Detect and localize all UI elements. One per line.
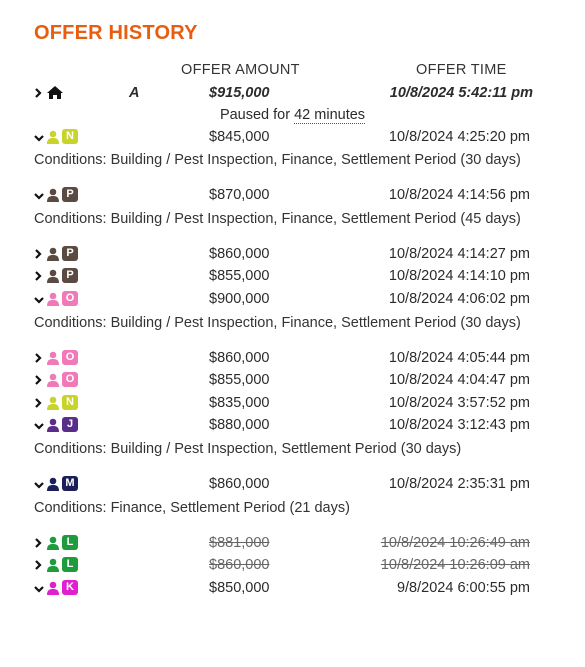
offer-amount: $870,000	[209, 187, 270, 203]
chevron-right-icon[interactable]	[34, 374, 44, 386]
offer-row[interactable]	[0, 535, 585, 555]
offer-conditions: Conditions: Finance, Settlement Period (21 days)	[34, 500, 350, 516]
paused-prefix: Paused for	[219, 107, 291, 123]
offer-time: 10/8/2024 10:26:49 am	[380, 535, 530, 551]
offer-conditions: Conditions: Building / Pest Inspection, Settlement Period (30 days)	[34, 441, 462, 457]
chevron-right-icon[interactable]	[34, 537, 44, 549]
offer-amount: $835,000	[209, 395, 270, 411]
offer-row[interactable]	[0, 557, 585, 577]
offer-amount: $860,000	[209, 246, 270, 262]
bidder-badge: O	[62, 291, 78, 306]
offer-row[interactable]	[0, 129, 585, 149]
offer-time-header: OFFER TIME	[416, 62, 507, 78]
offer-time: 10/8/2024 4:14:10 pm	[388, 268, 530, 284]
person-icon	[46, 269, 60, 283]
offer-row[interactable]	[0, 350, 585, 370]
offer-conditions: Conditions: Building / Pest Inspection, Finance, Settlement Period (30 days)	[34, 152, 521, 168]
person-icon	[46, 396, 60, 410]
person-icon	[46, 130, 60, 144]
offer-amount: $860,000	[209, 476, 270, 492]
offer-conditions: Conditions: Building / Pest Inspection, Finance, Settlement Period (30 days)	[34, 315, 521, 331]
person-icon	[46, 477, 60, 491]
bidder-badge: M	[62, 476, 78, 491]
offer-row[interactable]	[0, 246, 585, 266]
person-icon	[46, 292, 60, 306]
offer-amount: $850,000	[209, 580, 270, 596]
person-icon	[46, 581, 60, 595]
page-title: OFFER HISTORY	[34, 22, 198, 44]
offer-time: 10/8/2024 2:35:31 pm	[388, 476, 530, 492]
bidder-badge: P	[62, 268, 78, 283]
chevron-down-icon[interactable]	[34, 480, 44, 492]
bidder-badge: O	[62, 372, 78, 387]
bidder-badge: L	[62, 535, 78, 550]
chevron-down-icon[interactable]	[34, 191, 44, 203]
bidder-badge: L	[62, 557, 78, 572]
offer-row[interactable]	[0, 476, 585, 496]
person-icon	[46, 351, 60, 365]
offer-time: 10/8/2024 4:14:56 pm	[388, 187, 530, 203]
chevron-down-icon[interactable]	[34, 295, 44, 307]
offer-amount: $880,000	[209, 417, 270, 433]
offer-row[interactable]	[0, 372, 585, 392]
chevron-right-icon[interactable]	[34, 270, 44, 282]
bidder-badge: N	[62, 129, 78, 144]
person-icon	[46, 247, 60, 261]
offer-time: 10/8/2024 4:14:27 pm	[388, 246, 530, 262]
offer-amount: $855,000	[209, 268, 270, 284]
paused-duration: 42 minutes	[294, 107, 366, 123]
bidder-badge: J	[62, 417, 78, 432]
offer-amount: $860,000	[209, 557, 270, 573]
offer-time: 9/8/2024 6:00:55 pm	[396, 580, 530, 596]
chevron-right-icon[interactable]	[34, 87, 42, 103]
offer-conditions: Conditions: Building / Pest Inspection, Finance, Settlement Period (45 days)	[34, 211, 521, 227]
person-icon	[46, 373, 60, 387]
chevron-down-icon[interactable]	[34, 421, 44, 433]
person-icon	[46, 418, 60, 432]
offer-time: 10/8/2024 4:05:44 pm	[388, 350, 530, 366]
paused-notice	[0, 107, 585, 123]
offer-time: 10/8/2024 3:12:43 pm	[388, 417, 530, 433]
offer-time: 10/8/2024 4:04:47 pm	[388, 372, 530, 388]
chevron-right-icon[interactable]	[34, 397, 44, 409]
offer-row[interactable]	[0, 291, 585, 311]
offer-amount: $881,000	[209, 535, 270, 551]
offer-time: 10/8/2024 3:57:52 pm	[388, 395, 530, 411]
offer-row[interactable]	[0, 187, 585, 207]
winning-offer-row[interactable]	[0, 85, 585, 105]
chevron-down-icon[interactable]	[34, 133, 44, 145]
offer-amount: $900,000	[209, 291, 270, 307]
winner-letter: A	[129, 85, 140, 101]
winner-time: 10/8/2024 5:42:11 pm	[389, 85, 533, 101]
offer-time: 10/8/2024 4:06:02 pm	[388, 291, 530, 307]
offer-row[interactable]	[0, 580, 585, 600]
offer-amount: $845,000	[209, 129, 270, 145]
chevron-right-icon[interactable]	[34, 248, 44, 260]
person-icon	[46, 188, 60, 202]
chevron-right-icon[interactable]	[34, 559, 44, 571]
bidder-badge: P	[62, 187, 78, 202]
offer-amount: $860,000	[209, 350, 270, 366]
offer-row[interactable]	[0, 268, 585, 288]
offer-time: 10/8/2024 10:26:09 am	[380, 557, 530, 573]
offer-row[interactable]	[0, 417, 585, 437]
bidder-badge: P	[62, 246, 78, 261]
chevron-down-icon[interactable]	[34, 584, 44, 596]
winner-amount: $915,000	[209, 85, 270, 101]
bidder-badge: K	[62, 580, 78, 595]
bidder-badge: N	[62, 395, 78, 410]
home-icon	[46, 85, 64, 104]
person-icon	[46, 558, 60, 572]
offer-amount: $855,000	[209, 372, 270, 388]
offer-row[interactable]	[0, 395, 585, 415]
person-icon	[46, 536, 60, 550]
offer-amount-header: OFFER AMOUNT	[181, 62, 300, 78]
offer-time: 10/8/2024 4:25:20 pm	[388, 129, 530, 145]
chevron-right-icon[interactable]	[34, 352, 44, 364]
bidder-badge: O	[62, 350, 78, 365]
